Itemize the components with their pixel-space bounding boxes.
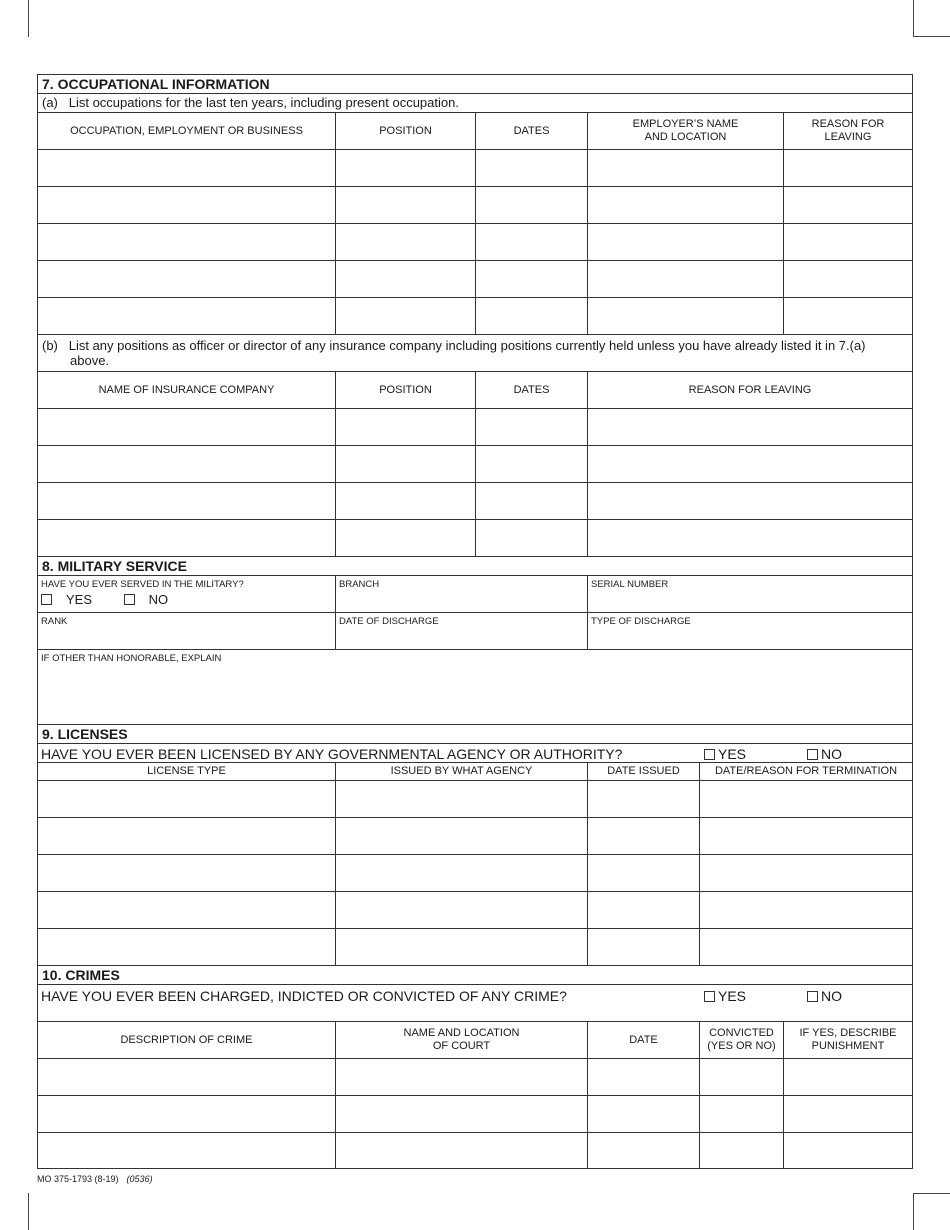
military-row-2 xyxy=(37,612,913,649)
cell-input[interactable] xyxy=(587,929,699,965)
cell-input[interactable] xyxy=(38,781,335,817)
insurance-row xyxy=(37,519,913,556)
no-label: NO xyxy=(821,988,842,1004)
cell-input[interactable] xyxy=(38,446,335,482)
no-label: NO xyxy=(148,592,169,607)
license-table-header xyxy=(37,762,913,780)
serial-label: SERIAL NUMBER xyxy=(591,579,669,590)
cell-input[interactable] xyxy=(335,446,475,482)
yes-label: YES xyxy=(66,592,93,607)
cell-input[interactable] xyxy=(475,409,587,445)
col-court: NAME AND LOCATION OF COURT xyxy=(335,1022,587,1058)
crime-row xyxy=(37,1058,913,1095)
cell-input[interactable] xyxy=(335,187,475,223)
explain-field[interactable] xyxy=(37,649,913,724)
license-question: HAVE YOU EVER BEEN LICENSED BY ANY GOVERNMENTAL AGENCY OR AUTHORITY? xyxy=(41,746,623,762)
cell-input[interactable] xyxy=(335,929,587,965)
cell-input[interactable] xyxy=(699,781,912,817)
col-position: POSITION xyxy=(335,113,475,149)
branch-field[interactable] xyxy=(335,576,587,612)
insurance-row xyxy=(37,482,913,519)
cell-input[interactable] xyxy=(587,1096,699,1132)
license-question-row xyxy=(37,743,913,762)
cell-input[interactable] xyxy=(475,150,587,186)
section-8-title: 8. MILITARY SERVICE xyxy=(37,556,913,575)
cell-input[interactable] xyxy=(335,855,587,891)
cell-input[interactable] xyxy=(335,261,475,297)
cell-input[interactable] xyxy=(587,409,912,445)
cell-input[interactable] xyxy=(335,1096,587,1132)
occupation-row xyxy=(37,297,913,334)
license-yes-option[interactable] xyxy=(704,744,746,764)
checkbox-icon[interactable] xyxy=(807,749,818,760)
explain-label: IF OTHER THAN HONORABLE, EXPLAIN xyxy=(41,653,222,664)
license-row xyxy=(37,928,913,965)
cell-input[interactable] xyxy=(38,1133,335,1168)
cell-input[interactable] xyxy=(699,1133,783,1168)
discharge-date-label: DATE OF DISCHARGE xyxy=(339,616,439,627)
license-row xyxy=(37,854,913,891)
cell-input[interactable] xyxy=(335,224,475,260)
col-occupation: OCCUPATION, EMPLOYMENT OR BUSINESS xyxy=(70,124,303,137)
col-issued-by: ISSUED BY WHAT AGENCY xyxy=(335,763,587,780)
crime-question: HAVE YOU EVER BEEN CHARGED, INDICTED OR CONVICTED OF ANY CRIME? xyxy=(41,988,567,1004)
served-label: HAVE YOU EVER SERVED IN THE MILITARY? xyxy=(41,579,244,590)
cell-input[interactable] xyxy=(783,224,912,260)
discharge-type-label: TYPE OF DISCHARGE xyxy=(591,616,691,627)
col-employer: EMPLOYER’S NAME AND LOCATION xyxy=(587,113,783,149)
yes-label: YES xyxy=(718,746,747,762)
cell-input[interactable] xyxy=(335,520,475,556)
cell-input[interactable] xyxy=(38,1059,335,1095)
cell-input[interactable] xyxy=(587,520,912,556)
col-reason: REASON FOR LEAVING xyxy=(783,113,912,149)
cell-input[interactable] xyxy=(38,1096,335,1132)
col-description: DESCRIPTION OF CRIME xyxy=(120,1033,253,1046)
section-10-title: 10. CRIMES xyxy=(37,965,913,984)
col-dates: DATES xyxy=(475,113,587,149)
occupation-row xyxy=(37,186,913,223)
cell-input[interactable] xyxy=(38,855,335,891)
cell-input[interactable] xyxy=(38,520,335,556)
cell-input[interactable] xyxy=(38,224,335,260)
crop-mark xyxy=(28,1193,29,1230)
cell-input[interactable] xyxy=(335,1059,587,1095)
col-position: POSITION xyxy=(335,372,475,408)
cell-input[interactable] xyxy=(699,892,912,928)
cell-input[interactable] xyxy=(475,446,587,482)
rank-label: RANK xyxy=(41,616,68,627)
occupation-row xyxy=(37,223,913,260)
form-number: MO 375-1793 (8-19) xyxy=(37,1174,119,1184)
served-field xyxy=(38,576,335,612)
cell-input[interactable] xyxy=(699,1096,783,1132)
crop-mark xyxy=(28,0,29,37)
cell-input[interactable] xyxy=(699,929,912,965)
crime-yes-option[interactable] xyxy=(704,985,746,1007)
rank-field[interactable] xyxy=(38,613,335,649)
cell-input[interactable] xyxy=(699,855,912,891)
cell-input[interactable] xyxy=(335,781,587,817)
crime-question-row xyxy=(37,984,913,1021)
cell-input[interactable] xyxy=(38,818,335,854)
cell-input[interactable] xyxy=(38,409,335,445)
cell-input[interactable] xyxy=(783,1096,912,1132)
cell-input[interactable] xyxy=(699,1059,783,1095)
served-no-option[interactable] xyxy=(124,592,183,607)
license-row xyxy=(37,780,913,817)
cell-input[interactable] xyxy=(335,483,475,519)
cell-input[interactable] xyxy=(587,1059,699,1095)
form-footer xyxy=(37,1174,153,1184)
cell-input[interactable] xyxy=(783,150,912,186)
crop-mark xyxy=(913,0,914,37)
checkbox-icon[interactable] xyxy=(124,594,135,605)
crop-mark xyxy=(913,1193,950,1194)
cell-input[interactable] xyxy=(587,261,783,297)
section-9-title: 9. LICENSES xyxy=(37,724,913,743)
cell-input[interactable] xyxy=(587,818,699,854)
col-dates: DATES xyxy=(475,372,587,408)
occupation-row xyxy=(37,260,913,297)
insurance-row xyxy=(37,445,913,482)
checkbox-icon[interactable] xyxy=(704,991,715,1002)
cell-input[interactable] xyxy=(335,818,587,854)
branch-label: BRANCH xyxy=(339,579,380,590)
cell-input[interactable] xyxy=(38,187,335,223)
cell-input[interactable] xyxy=(587,781,699,817)
crime-table-header xyxy=(37,1021,913,1058)
serial-number-field[interactable] xyxy=(587,576,912,612)
col-termination: DATE/REASON FOR TERMINATION xyxy=(699,763,912,780)
discharge-date-field[interactable] xyxy=(335,613,587,649)
license-row xyxy=(37,891,913,928)
col-reason: REASON FOR LEAVING xyxy=(587,372,912,408)
cell-input[interactable] xyxy=(38,298,335,334)
cell-input[interactable] xyxy=(783,1059,912,1095)
cell-input[interactable] xyxy=(783,261,912,297)
cell-input[interactable] xyxy=(38,929,335,965)
cell-input[interactable] xyxy=(475,483,587,519)
cell-input[interactable] xyxy=(335,1133,587,1168)
discharge-type-field[interactable] xyxy=(587,613,912,649)
served-yes-option[interactable] xyxy=(41,592,106,607)
served-options xyxy=(41,593,196,606)
form-code: (0536) xyxy=(126,1174,153,1184)
cell-input[interactable] xyxy=(475,187,587,223)
crop-mark xyxy=(913,36,950,37)
crime-no-option[interactable] xyxy=(807,985,842,1007)
checkbox-icon[interactable] xyxy=(807,991,818,1002)
section-7b-instruction: (b) List any positions as officer or director of any insurance company including positions currently held unless you have already listed it in 7.(a) above. xyxy=(37,334,913,371)
cell-input[interactable] xyxy=(587,892,699,928)
cell-input[interactable] xyxy=(587,855,699,891)
checkbox-icon[interactable] xyxy=(41,594,52,605)
application-form xyxy=(37,74,913,1169)
crop-mark xyxy=(913,1193,914,1230)
col-convicted: CONVICTED (YES OR NO) xyxy=(699,1022,783,1058)
cell-input[interactable] xyxy=(38,150,335,186)
cell-input[interactable] xyxy=(335,298,475,334)
cell-input[interactable] xyxy=(587,150,783,186)
license-row xyxy=(37,817,913,854)
occupation-row xyxy=(37,149,913,186)
cell-input[interactable] xyxy=(587,298,783,334)
cell-input[interactable] xyxy=(783,187,912,223)
cell-input[interactable] xyxy=(475,261,587,297)
cell-input[interactable] xyxy=(783,1133,912,1168)
col-license-type: LICENSE TYPE xyxy=(147,765,226,777)
col-date: DATE xyxy=(587,1022,699,1058)
cell-input[interactable] xyxy=(335,150,475,186)
military-row-1 xyxy=(37,575,913,612)
crime-row xyxy=(37,1095,913,1132)
no-label: NO xyxy=(821,746,842,762)
cell-input[interactable] xyxy=(335,892,587,928)
section-7a-instruction: (a) List occupations for the last ten years, including present occupation. xyxy=(37,93,913,112)
col-insurance-company: NAME OF INSURANCE COMPANY xyxy=(98,383,275,396)
cell-input[interactable] xyxy=(335,409,475,445)
cell-input[interactable] xyxy=(38,261,335,297)
section-7-title: 7. OCCUPATIONAL INFORMATION xyxy=(37,74,913,93)
cell-input[interactable] xyxy=(38,483,335,519)
cell-input[interactable] xyxy=(587,446,912,482)
occupation-table-header xyxy=(37,112,913,149)
checkbox-icon[interactable] xyxy=(704,749,715,760)
cell-input[interactable] xyxy=(475,224,587,260)
cell-input[interactable] xyxy=(699,818,912,854)
cell-input[interactable] xyxy=(587,224,783,260)
cell-input[interactable] xyxy=(587,187,783,223)
cell-input[interactable] xyxy=(587,483,912,519)
insurance-table-header xyxy=(37,371,913,408)
crime-row xyxy=(37,1132,913,1169)
cell-input[interactable] xyxy=(783,298,912,334)
col-punishment: IF YES, DESCRIBE PUNISHMENT xyxy=(783,1022,912,1058)
col-date-issued: DATE ISSUED xyxy=(587,763,699,780)
cell-input[interactable] xyxy=(475,298,587,334)
yes-label: YES xyxy=(718,988,747,1004)
license-no-option[interactable] xyxy=(807,744,842,764)
cell-input[interactable] xyxy=(38,892,335,928)
cell-input[interactable] xyxy=(475,520,587,556)
insurance-row xyxy=(37,408,913,445)
cell-input[interactable] xyxy=(587,1133,699,1168)
